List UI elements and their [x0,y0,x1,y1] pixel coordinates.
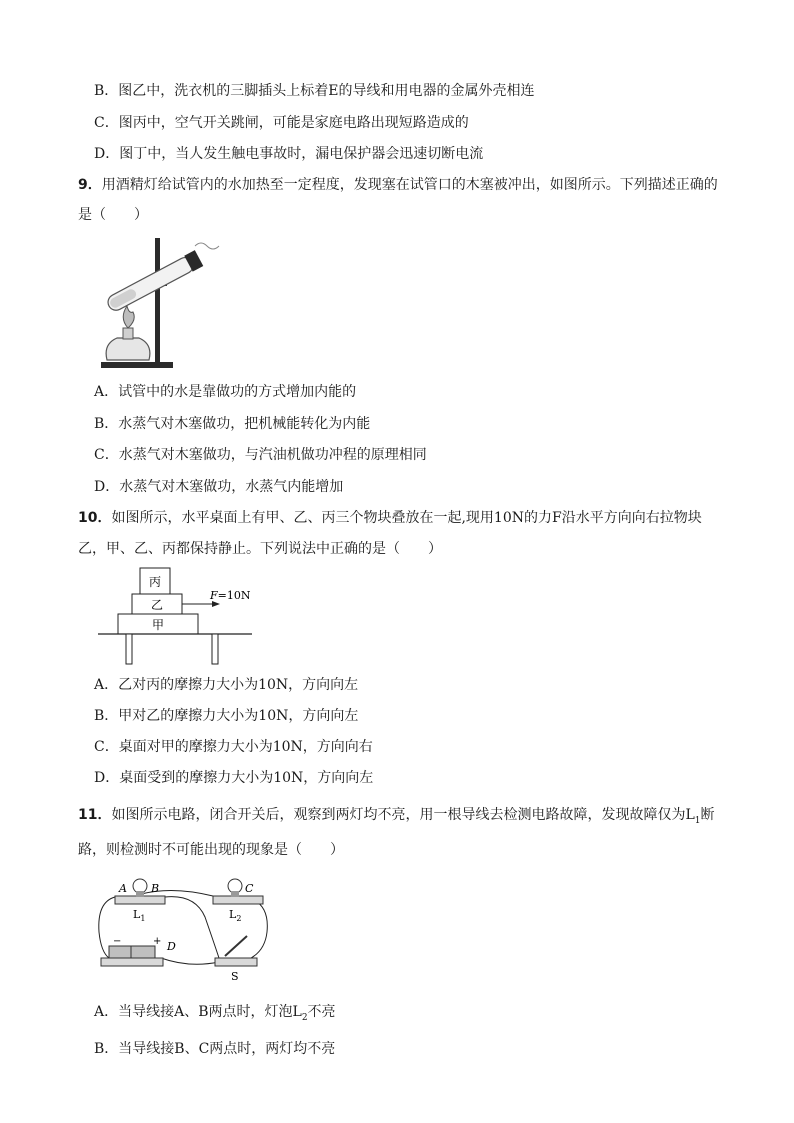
battery-minus-label: − [113,936,122,947]
q10-number: 10 [78,510,98,526]
q11-figure-circuit [95,872,275,982]
node-a-label: A [119,882,127,895]
q9-figure-alcohol-lamp-test-tube [95,232,225,372]
q11-number: 11 [78,807,98,823]
q11-stem-line2: 路，则检测时不可能出现的现象是（ ） [78,842,344,858]
q8-option-d: D．图丁中，当人发生触电事故时，漏电保护器会迅速切断电流 [94,146,484,162]
q9-option-d: D．水蒸气对木塞做功，水蒸气内能增加 [94,479,344,495]
block-yi-label: 乙 [150,598,164,612]
switch-s-label: S [231,970,239,982]
q11-option-b: B．当导线接B、C两点时，两灯均不亮 [94,1041,336,1057]
q10-stem-line1: 10．如图所示，水平桌面上有甲、乙、丙三个物块叠放在一起,现用10N的力F沿水平方向向右拉物块 [78,510,702,526]
block-jia-label: 甲 [151,618,165,632]
q11-stem-line1: 11．如图所示电路，闭合开关后，观察到两灯均不亮，用一根导线去检测电路故障，发现故障仅为$L_1$断 [78,807,715,826]
q9-stem-line2: 是（ ） [78,207,148,223]
q9-option-c: C．水蒸气对木塞做功，与汽油机做功冲程的原理相同 [94,447,427,463]
q10-option-c: C．桌面对甲的摩擦力大小为10N，方向向右 [94,739,373,755]
q9-option-a: A．试管中的水是靠做功的方式增加内能的 [94,384,357,400]
node-c-label: C [245,882,254,895]
q11-option-a: A．当导线接A、B两点时，灯泡$L_2$不亮 [94,1004,336,1023]
lamp-l2-label: $L_2$ [229,908,242,923]
node-d-label: D [167,940,176,953]
q8-option-c: C．图丙中，空气开关跳闸，可能是家庭电路出现短路造成的 [94,115,469,131]
block-bing-label: 丙 [148,575,162,589]
q9-option-b: B．水蒸气对木塞做功，把机械能转化为内能 [94,416,371,432]
force-label: F=10N [210,589,251,602]
battery-plus-label: + [153,936,162,947]
q10-figure-stacked-blocks [96,566,256,668]
q10-option-a: A．乙对丙的摩擦力大小为10N，方向向左 [94,677,359,693]
q9-stem-line1: 9．用酒精灯给试管内的水加热至一定程度，发现塞在试管口的木塞被冲出，如图所示。下列描述正确的 [78,177,718,193]
q9-number: 9 [78,177,88,193]
node-b-label: B [151,882,160,895]
q10-option-d: D．桌面受到的摩擦力大小为10N，方向向左 [94,770,374,786]
lamp-l1-label: $L_1$ [133,908,146,923]
q10-stem-line2: 乙，甲、乙、丙都保持静止。下列说法中正确的是（ ） [78,541,442,557]
q10-option-b: B．甲对乙的摩擦力大小为10N，方向向左 [94,708,359,724]
q8-option-b: B．图乙中，洗衣机的三脚插头上标着E的导线和用电器的金属外壳相连 [94,83,535,99]
